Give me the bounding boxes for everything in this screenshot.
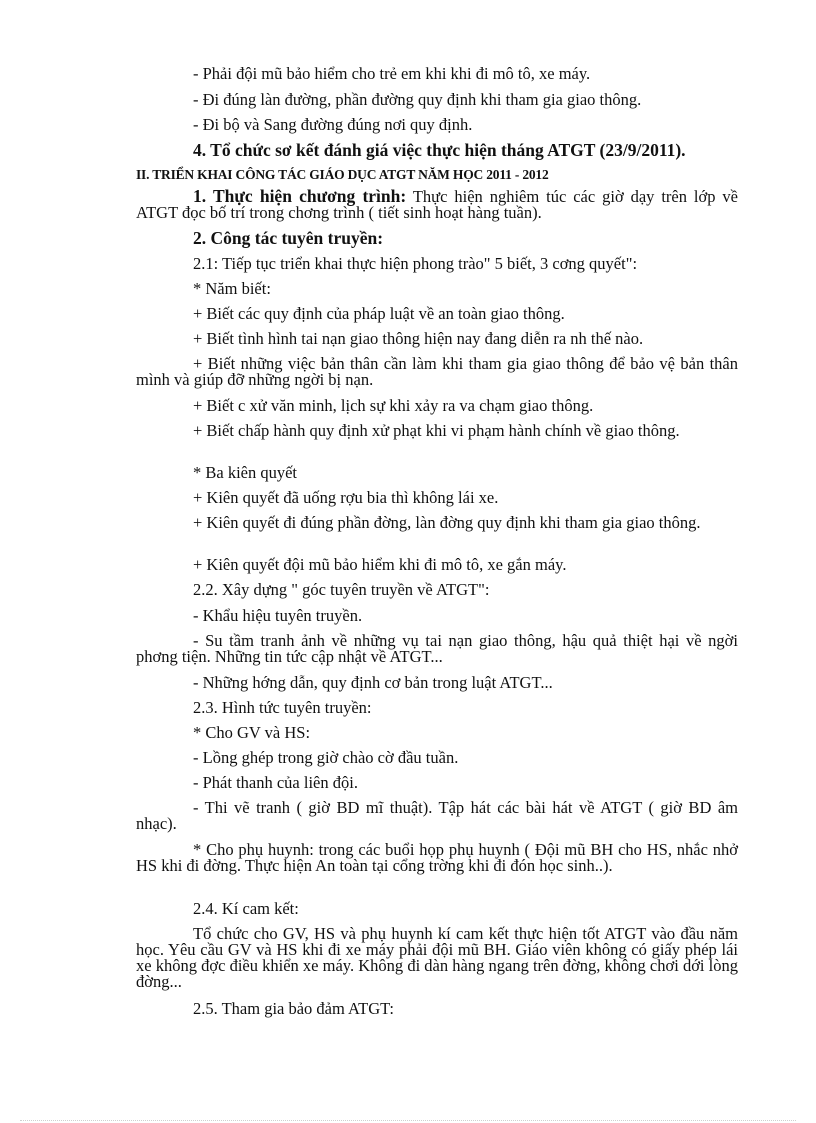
item-collect-pictures: - Su tầm tranh ảnh về những vụ tai nạn giao thông, hậu quả thiệt hại về ngời phơng tiện. Những tin tức cập nhật về ATGT... [136, 631, 738, 666]
para-program-body: Thực hiện nghiêm túc các giờ dạy trên lớp về ATGT đọc bố trí trong chơng trình ( tiết sinh hoạt hàng tuần). [136, 187, 738, 222]
para-program-heading: 1. Thực hiện chương trình: [193, 186, 407, 206]
item-know-situation: + Biết tình hình tai nạn giao thông hiện nay đang diễn ra nh thế nào. [193, 329, 644, 348]
item-know-penalty: + Biết chấp hành quy định xử phạt khi vi phạm hành chính về giao thông. [193, 421, 680, 440]
item-five-know: * Năm biết: [193, 279, 271, 298]
bullet-helmet-children: - Phải đội mũ bảo hiểm cho trẻ em khi khi đi mô tô, xe máy. [193, 64, 591, 83]
item-for-gv-hs: * Cho GV và HS: [193, 723, 311, 742]
heading-2-propaganda: 2. Công tác tuyên truyền: [193, 228, 384, 248]
item-guidance: - Những hớng dẫn, quy định cơ bản trong luật ATGT... [193, 673, 553, 692]
item-resolve-lane: + Kiên quyết đi đúng phần đờng, làn đờng quy định khi tham gia giao thông. [193, 513, 701, 532]
heading-4-review: 4. Tổ chức sơ kết đánh giá việc thực hiện tháng ATGT (23/9/2011). [193, 140, 686, 160]
item-resolve-helmet: + Kiên quyết đội mũ bảo hiểm khi đi mô tô, xe gắn máy. [193, 555, 567, 574]
item-2-3: 2.3. Hình tức tuyên truyền: [193, 698, 372, 717]
item-2-4: 2.4. Kí cam kết: [193, 899, 299, 918]
item-broadcast: - Phát thanh của liên đội. [193, 773, 358, 792]
section-ii-heading: II. TRIỂN KHAI CÔNG TÁC GIÁO DỤC ATGT NĂM HỌC 2011 - 2012 [136, 167, 549, 182]
item-know-law: + Biết các quy định của pháp luật về an toàn giao thông. [193, 304, 565, 323]
item-resolve-alcohol: + Kiên quyết đã uống rợu bia thì không lái xe. [193, 488, 499, 507]
bullet-walk-crossing: - Đi bộ và Sang đường đúng nơi quy định. [193, 115, 473, 134]
para-program [136, 188, 738, 221]
item-for-parents: * Cho phụ huynh: trong các buổi họp phụ huynh ( Đội mũ BH cho HS, nhắc nhở HS khi đi đờng. Thực hiện An toàn tại cổng trờng khi đi đón học sinh..). [136, 840, 738, 875]
item-slogan: - Khẩu hiệu tuyên truyền. [193, 606, 363, 625]
item-2-1: 2.1: Tiếp tục triển khai thực hiện phong trào" 5 biết, 3 cơng quyết": [193, 254, 638, 273]
para-commitment: Tổ chức cho GV, HS và phụ huynh kí cam kết thực hiện tốt ATGT vào đầu năm học. Yêu cầu GV và HS khi đi xe máy phải đội mũ BH. Giáo viên không có giấy phép lái xe không đợc điều khiển xe máy. Không đi dàn hàng ngang trên đờng, không chơi dới lòng đờng... [136, 924, 738, 991]
item-know-behave: + Biết c xử văn minh, lịch sự khi xảy ra va chạm giao thông. [193, 396, 594, 415]
item-three-resolve: * Ba kiên quyết [193, 463, 298, 482]
page-bottom-rule [20, 1120, 796, 1121]
item-know-protect: + Biết những việc bản thân cần làm khi tham gia giao thông để bảo vệ bản thân mình và giúp đỡ những ngời bị nạn. [136, 354, 738, 389]
item-flag-ceremony: - Lồng ghép trong giờ chào cờ đầu tuần. [193, 748, 459, 767]
item-2-2: 2.2. Xây dựng " góc tuyên truyền về ATGT": [193, 580, 490, 599]
bullet-correct-lane: - Đi đúng làn đường, phần đường quy định khi tham gia giao thông. [193, 90, 642, 109]
item-2-5: 2.5. Tham gia bảo đảm ATGT: [193, 999, 394, 1018]
item-drawing-contest: - Thi vẽ tranh ( giờ BD mĩ thuật). Tập hát các bài hát về ATGT ( giờ BD âm nhạc). [136, 798, 738, 833]
